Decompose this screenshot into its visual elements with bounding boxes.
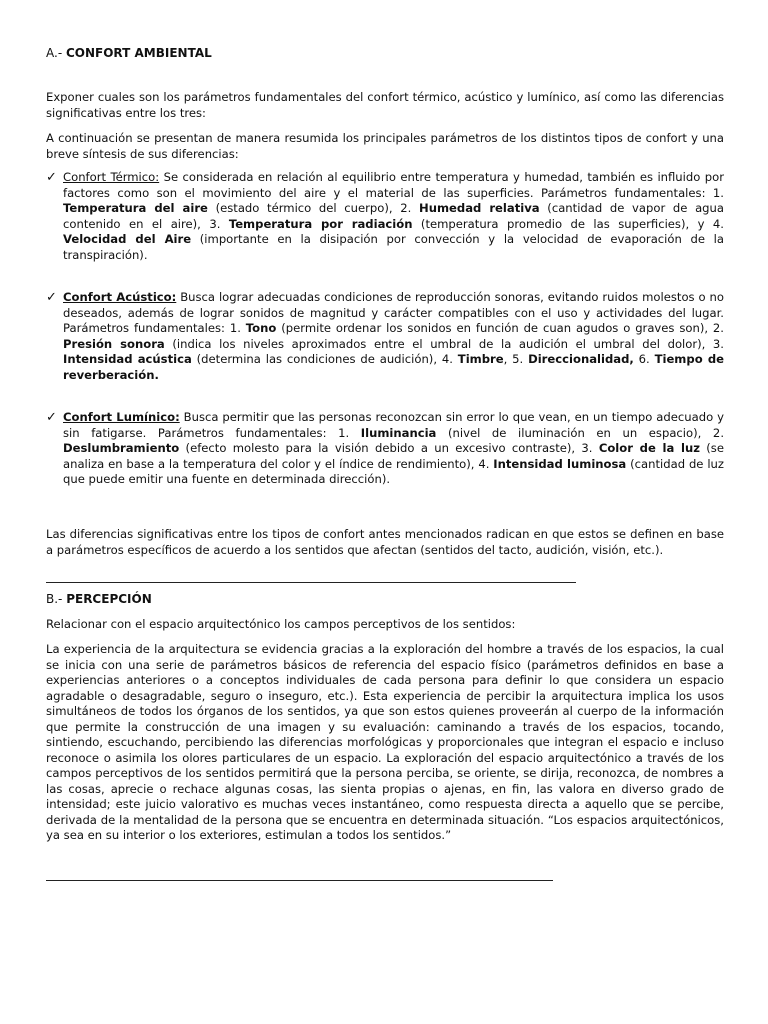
termico-param-2: Humedad relativa <box>419 201 540 215</box>
luminico-param-4: Intensidad luminosa <box>493 456 627 471</box>
luminico-text-2: (nivel de iluminación en un espacio), 2. <box>436 425 724 440</box>
luminico-param-3: Color de la luz <box>598 441 700 455</box>
acustico-param-2: Presión sonora <box>63 336 165 351</box>
acustico-text-6: 6. <box>633 352 655 366</box>
list-item-acustico <box>46 290 724 383</box>
acustico-param-4: Timbre <box>457 352 504 366</box>
section-a-intro-1 <box>46 90 724 121</box>
termico-text-5: (importante en la disipación por convección y la velocidad de evaporación de la transpiración). <box>63 232 724 262</box>
termico-param-4: Velocidad del Aire <box>63 232 192 246</box>
acustico-param-3: Intensidad acústica <box>63 352 192 366</box>
termico-text-2: (estado térmico del cuerpo), 2. <box>207 201 419 215</box>
luminico-title: Confort Lumínico: <box>63 410 180 424</box>
luminico-text-5: (cantidad de luz que puede emitir una fuente en determinada dirección). <box>63 456 724 486</box>
acustico-title: Confort Acústico: <box>63 290 177 304</box>
section-a-heading <box>46 46 724 62</box>
divider-line <box>46 582 576 583</box>
list-item-luminico <box>46 410 724 488</box>
acustico-text-3: (indica los niveles aproximados entre el umbral de la audición el umbral del dolor), 3. <box>164 336 724 351</box>
termico-text-1: Se considerada en relación al equilibrio entre temperatura y humedad, también es influido por factores como son el movimiento del aire y el material de las superficies. Parámetros fundamentales: 1. <box>63 170 724 200</box>
section-a-conclusion <box>46 527 724 558</box>
divider-line <box>46 880 553 881</box>
luminico-paragraph <box>63 410 724 488</box>
section-a-prefix: A.- <box>46 46 66 60</box>
section-b-prefix: B.- <box>46 592 67 606</box>
acustico-param-6: Tiempo de reverberación. <box>63 352 725 382</box>
section-b-title: PERCEPCIÓN <box>66 592 152 606</box>
intro-paragraph-2: A continuación se presentan de manera resumida los principales parámetros de los distintos tipos de confort y una breve síntesis de sus diferencias: <box>46 131 724 161</box>
section-b-intro <box>46 617 724 633</box>
termico-text-3: (cantidad de vapor de agua contenido en el aire), 3. <box>63 201 724 231</box>
list-item-termico <box>46 170 724 263</box>
percepcion-intro: Relacionar con el espacio arquitectónico los campos perceptivos de los sentidos: <box>46 617 516 631</box>
luminico-text-1: Busca permitir que las personas reconozcan sin error lo que vean, en un tiempo adecuado y sin fatigarse. Parámetros fundamentales: 1. <box>63 410 724 440</box>
intro-paragraph-1: Exponer cuales son los parámetros fundamentales del confort térmico, acústico y lumínico, así como las diferencias significativas entre los tres: <box>46 90 724 120</box>
percepcion-body: La experiencia de la arquitectura se evidencia gracias a la exploración del hombre a través de los espacios, la cual se inicia con una serie de parámetros básicos de referencia del espacio físico (parámetros definidos en base a experiencias anteriores o a conceptos individuales de cada persona para definir lo que considera un espacio agradable o desagradable, seguro o inseguro, etc.). Esta experiencia de percibir la arquitectura implica los usos simultáneos de todos los órganos de los sentidos, ya que son estos quienes proveerán al cuerpo de la información que permite la construcción de una imagen y su evaluación: caminando a través de los espacios, tocando, sintiendo, escuchando, percibiendo las diferencias morfológicas y proporcionales que integran el espacio e incluso reconoce o asimila los olores particulares de un espacio. La exploración del espacio arquitectónico a través de los campos perceptivos de los sentidos permitirá que la persona perciba, se oriente, se dirija, reconozca, de nombres a las cosas, aprecie o rechace algunas cosas, las sienta propias o ajenas, en fin, las valora en diverso grado de intensidad; este juicio valorativo es muchas veces instantáneo, como respuesta directa a aquello que se percibe, derivada de la mentalidad de la persona que se encuentra en determinada situación. “Los espacios arquitectónicos, ya sea en su interior o los exteriores, estimulan a todos los sentidos.” <box>46 642 724 842</box>
acustico-text-1: Busca lograr adecuadas condiciones de reproducción sonoras, evitando ruidos molestos o no deseados, además de lograr sonidos de magnitud y carácter compatibles con el uso y actividades del lugar. Parámetros fundamentales: 1. <box>63 290 724 335</box>
check-icon: ✓ <box>46 290 57 305</box>
check-icon: ✓ <box>46 410 57 425</box>
acustico-param-1: Tono <box>245 321 277 335</box>
termico-title: Confort Térmico: <box>63 170 160 184</box>
conclusion-paragraph: Las diferencias significativas entre los tipos de confort antes mencionados radican en que estos se definen en base a parámetros específicos de acuerdo a los sentidos que afectan (sentidos del tacto, audición, visión, etc.). <box>46 527 724 557</box>
section-a-title: CONFORT AMBIENTAL <box>65 46 212 60</box>
termico-text-4: (temperatura promedio de las superficies), y 4. <box>412 216 724 231</box>
luminico-text-3: (efecto molesto para la visión debido a un excesivo contraste), 3. <box>179 441 599 455</box>
luminico-param-1: Iluminancia <box>360 425 437 440</box>
termico-param-3: Temperatura por radiación <box>228 216 413 231</box>
section-a-intro-2 <box>46 131 724 162</box>
acustico-text-2: (permite ordenar los sonidos en función de cuan agudos o graves son), 2. <box>276 321 724 335</box>
luminico-text-4: (se analiza en base a la temperatura del color y el índice de rendimiento), 4. <box>63 441 724 471</box>
acustico-paragraph <box>63 290 724 383</box>
acustico-param-5: Direccionalidad, <box>528 352 634 366</box>
check-icon: ✓ <box>46 170 57 185</box>
luminico-param-2: Deslumbramiento <box>63 441 180 455</box>
termico-paragraph <box>63 170 724 263</box>
acustico-text-5: , 5. <box>503 352 529 366</box>
acustico-text-4: (determina las condiciones de audición), 4. <box>191 352 458 366</box>
termico-param-1: Temperatura del aire <box>63 201 208 215</box>
section-b-body <box>46 642 724 844</box>
section-b-heading <box>46 592 724 608</box>
